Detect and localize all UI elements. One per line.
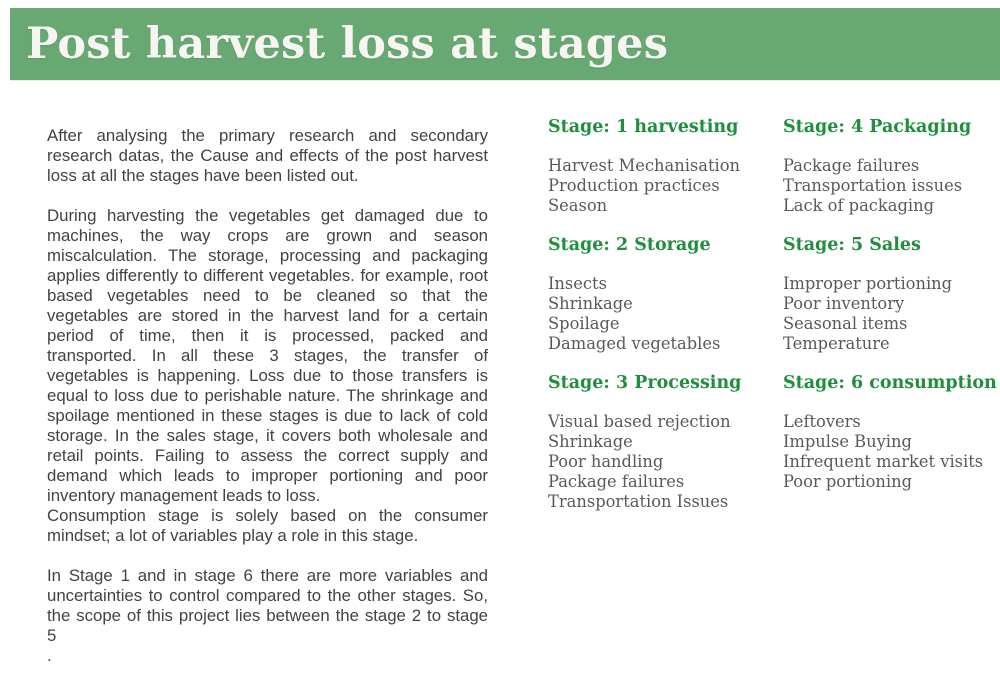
stage-item: Poor portioning <box>783 472 913 491</box>
page-title: Post harvest loss at stages <box>26 19 669 69</box>
stage-item: Infrequent market visits <box>783 452 984 471</box>
stage-list <box>783 412 1000 492</box>
stage-item: Visual based rejection <box>548 412 731 431</box>
stage-item: Poor handling <box>548 452 664 471</box>
stage-section-packaging <box>783 117 1000 216</box>
stage-section-storage <box>548 235 783 354</box>
stage-section-consumption <box>783 373 1000 492</box>
stage-list <box>783 156 1000 216</box>
stage-section-harvesting <box>548 117 783 216</box>
stage-item: Impulse Buying <box>783 432 912 451</box>
stage-item: Harvest Mechanisation <box>548 156 741 175</box>
stage-item: Insects <box>548 274 607 293</box>
stage-list <box>548 156 783 216</box>
stage-heading: Stage: 6 consumption <box>783 373 997 393</box>
stage-item: Spoilage <box>548 314 620 333</box>
stage-section-sales <box>783 235 1000 354</box>
stage-item: Package failures <box>783 156 920 175</box>
stage-item: Seasonal items <box>783 314 908 333</box>
header-bar <box>10 8 1000 80</box>
stage-item: Temperature <box>783 334 890 353</box>
body-paragraph: In Stage 1 and in stage 6 there are more variables and uncertainties to control compared to the other stages. So, the scope of this project lies between the stage 2 to stage 5 <box>47 566 488 645</box>
stage-item: Shrinkage <box>548 432 633 451</box>
stage-list <box>783 274 1000 354</box>
body-paragraph: During harvesting the vegetables get damaged due to machines, the way crops are grown and season miscalculation. The storage, processing and packaging applies differently to different vegetables. for example, root based vegetables need to be cleaned so that the vegetables are stored in the harvest land for a certain period of time, then it is processed, packed and transported. In all these 3 stages, the transfer of vegetables is happening. Loss due to those transfers is equal to loss due to perishable nature. The shrinkage and spoilage mentioned in these stages is due to lack of cold storage. In the sales stage, it covers both wholesale and retail points. Failing to assess the correct supply and demand which leads to improper portioning and poor inventory management leads to loss. <box>47 206 488 505</box>
stage-section-processing <box>548 373 783 512</box>
stage-item: Leftovers <box>783 412 861 431</box>
stage-item: Production practices <box>548 176 720 195</box>
body-paragraph: . <box>47 646 52 665</box>
stage-item: Poor inventory <box>783 294 905 313</box>
stage-item: Season <box>548 196 608 215</box>
stage-item: Improper portioning <box>783 274 953 293</box>
stage-list <box>548 412 783 512</box>
stage-item: Lack of packaging <box>783 196 935 215</box>
body-paragraph: Consumption stage is solely based on the consumer mindset; a lot of variables play a role in this stage. <box>47 506 488 545</box>
stage-heading: Stage: 1 harvesting <box>548 117 739 137</box>
stage-item: Package failures <box>548 472 685 491</box>
stages-column-2 <box>783 117 1000 511</box>
stage-heading: Stage: 3 Processing <box>548 373 742 393</box>
stages-column-1 <box>548 117 783 531</box>
stage-heading: Stage: 2 Storage <box>548 235 711 255</box>
stage-item: Damaged vegetables <box>548 334 721 353</box>
body-paragraph: After analysing the primary research and secondary research datas, the Cause and effects of the post harvest loss at all the stages have been listed out. <box>47 126 488 185</box>
stage-heading: Stage: 5 Sales <box>783 235 921 255</box>
stage-item: Shrinkage <box>548 294 633 313</box>
stage-item: Transportation Issues <box>548 492 729 511</box>
stage-list <box>548 274 783 354</box>
stage-item: Transportation issues <box>783 176 963 195</box>
stage-heading: Stage: 4 Packaging <box>783 117 972 137</box>
body-text-block <box>47 126 488 666</box>
